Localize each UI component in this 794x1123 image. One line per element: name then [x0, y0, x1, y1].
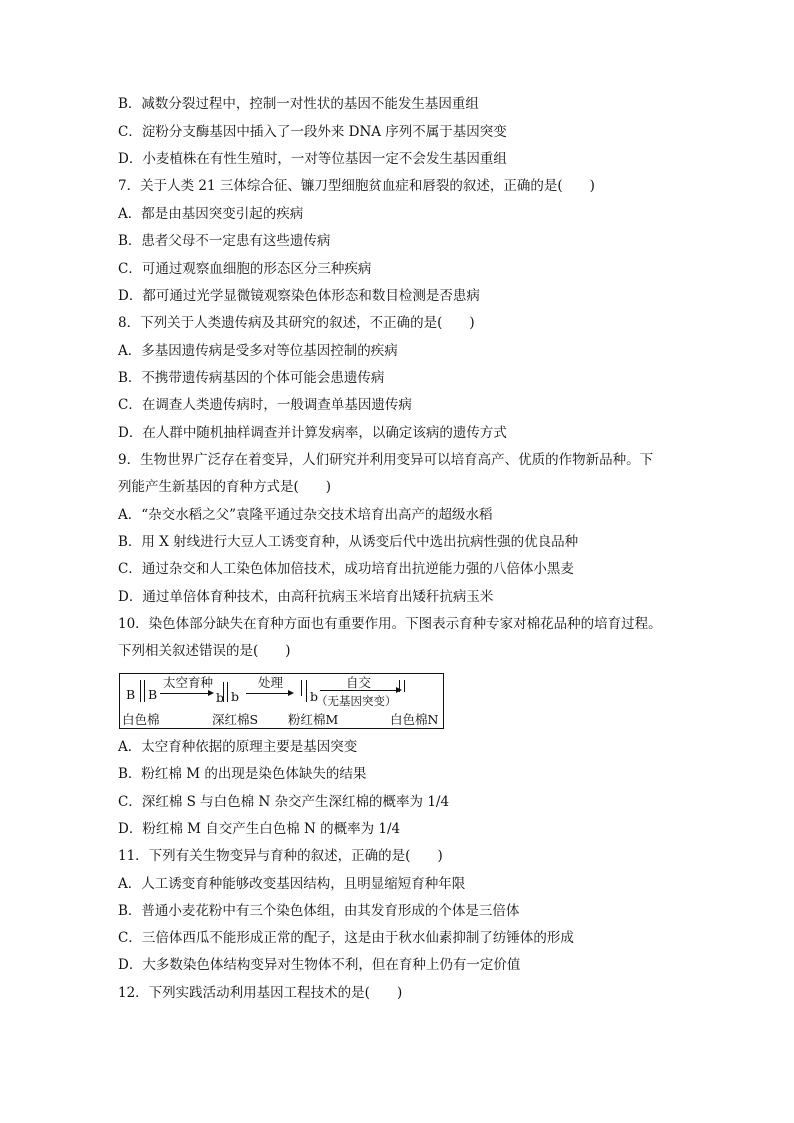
question-9-stem-cont: 列能产生新基因的育种方式是( ): [118, 479, 332, 495]
breeding-diagram: [119, 673, 444, 729]
variety-label: 白色棉: [122, 712, 160, 727]
chromosome-bar: [301, 680, 302, 696]
option-line: D．大多数染色体结构变异对生物体不利，但在育种上仍有一定价值: [118, 957, 521, 973]
variety-label: 白色棉N: [390, 712, 439, 727]
variety-label: 深红棉S: [212, 712, 259, 727]
option-line: C．在调查人类遗传病时，一般调查单基因遗传病: [118, 397, 412, 413]
option-line: B．普通小麦花粉中有三个染色体组，由其发育形成的个体是三倍体: [118, 903, 520, 919]
gene-label: B: [148, 687, 158, 702]
question-9-stem: 9．生物世界广泛存在着变异，人们研究并利用变异可以培育高产、优质的作物新品种。下: [118, 452, 654, 468]
option-line: B．患者父母不一定患有这些遗传病: [118, 233, 331, 249]
option-line: C．三倍体西瓜不能形成正常的配子，这是由于秋水仙素抑制了纺锤体的形成: [118, 930, 574, 946]
option-line: D．都可通过光学显微镜观察染色体形态和数目检测是否患病: [118, 288, 480, 304]
arrow-label: 太空育种: [163, 675, 214, 690]
chromosome-bar: [144, 680, 145, 702]
chromosome-bar: [227, 682, 228, 702]
option-line: C．淀粉分支酶基因中插入了一段外来 DNA 序列不属于基因突变: [118, 124, 507, 140]
option-line: D．粉红棉 M 自交产生白色棉 N 的概率为 1/4: [118, 821, 401, 837]
option-line: C．可通过观察血细胞的形态区分三种疾病: [118, 261, 372, 277]
question-10-stem-cont: 下列相关叙述错误的是( ): [118, 643, 291, 659]
option-line: C．通过杂交和人工染色体加倍技术，成功培育出抗逆能力强的八倍体小黑麦: [118, 561, 574, 577]
arrow-note: （无基因突变）: [316, 694, 397, 708]
option-line: B．不携带遗传病基因的个体可能会患遗传病: [118, 370, 385, 386]
chromosome-bar: [399, 680, 400, 692]
arrow-head: [288, 690, 294, 696]
gene-label: b: [310, 689, 319, 704]
question-11-stem: 11．下列有关生物变异与育种的叙述，正确的是( ): [118, 848, 443, 864]
gene-label: B: [126, 687, 136, 702]
option-line: A．人工诱变育种能够改变基因结构，且明显缩短育种年限: [118, 876, 466, 892]
gene-label: b: [216, 690, 225, 705]
arrow-line: [160, 693, 208, 694]
option-line: A．“杂交水稻之父”袁隆平通过杂交技术培育出高产的超级水稻: [118, 507, 493, 523]
question-8-stem: 8．下列关于人类遗传病及其研究的叙述，不正确的是( ): [118, 315, 475, 331]
gene-label: b: [231, 689, 240, 704]
option-line: C．深红棉 S 与白色棉 N 杂交产生深红棉的概率为 1/4: [118, 794, 450, 810]
option-line: B．用 X 射线进行大豆人工诱变育种，从诱变后代中选出抗病性强的优良品种: [118, 534, 579, 550]
question-10-stem: 10．染色体部分缺失在育种方面也有重要作用。下图表示育种专家对棉花品种的培育过程。: [118, 616, 662, 632]
chromosome-bar: [306, 680, 307, 702]
question-7-stem: 7．关于人类 21 三体综合征、镰刀型细胞贫血症和唇裂的叙述，正确的是( ): [118, 178, 595, 194]
arrow-label: 处理: [258, 675, 284, 690]
variety-label: 粉红棉M: [288, 712, 339, 727]
option-line: D．通过单倍体育种技术，由高秆抗病玉米培育出矮秆抗病玉米: [118, 589, 494, 605]
arrow-line: [320, 690, 396, 691]
option-line: D．小麦植株在有性生殖时，一对等位基因一定不会发生基因重组: [118, 151, 507, 167]
arrow-label: 自交: [346, 675, 372, 690]
option-line: B．减数分裂过程中，控制一对性状的基因不能发生基因重组: [118, 96, 479, 112]
chromosome-bar: [404, 680, 405, 692]
question-12-stem: 12．下列实践活动利用基因工程技术的是( ): [118, 985, 403, 1001]
arrow-head: [208, 690, 214, 696]
option-line: D．在人群中随机抽样调查并计算发病率，以确定该病的遗传方式: [118, 425, 507, 441]
option-line: A．都是由基因突变引起的疾病: [118, 206, 304, 222]
option-line: A．多基因遗传病是受多对等位基因控制的疾病: [118, 343, 398, 359]
chromosome-bar: [140, 680, 141, 702]
option-line: B．粉红棉 M 的出现是染色体缺失的结果: [118, 766, 367, 782]
option-line: A．太空育种依据的原理主要是基因突变: [118, 739, 358, 755]
arrow-line: [246, 693, 288, 694]
